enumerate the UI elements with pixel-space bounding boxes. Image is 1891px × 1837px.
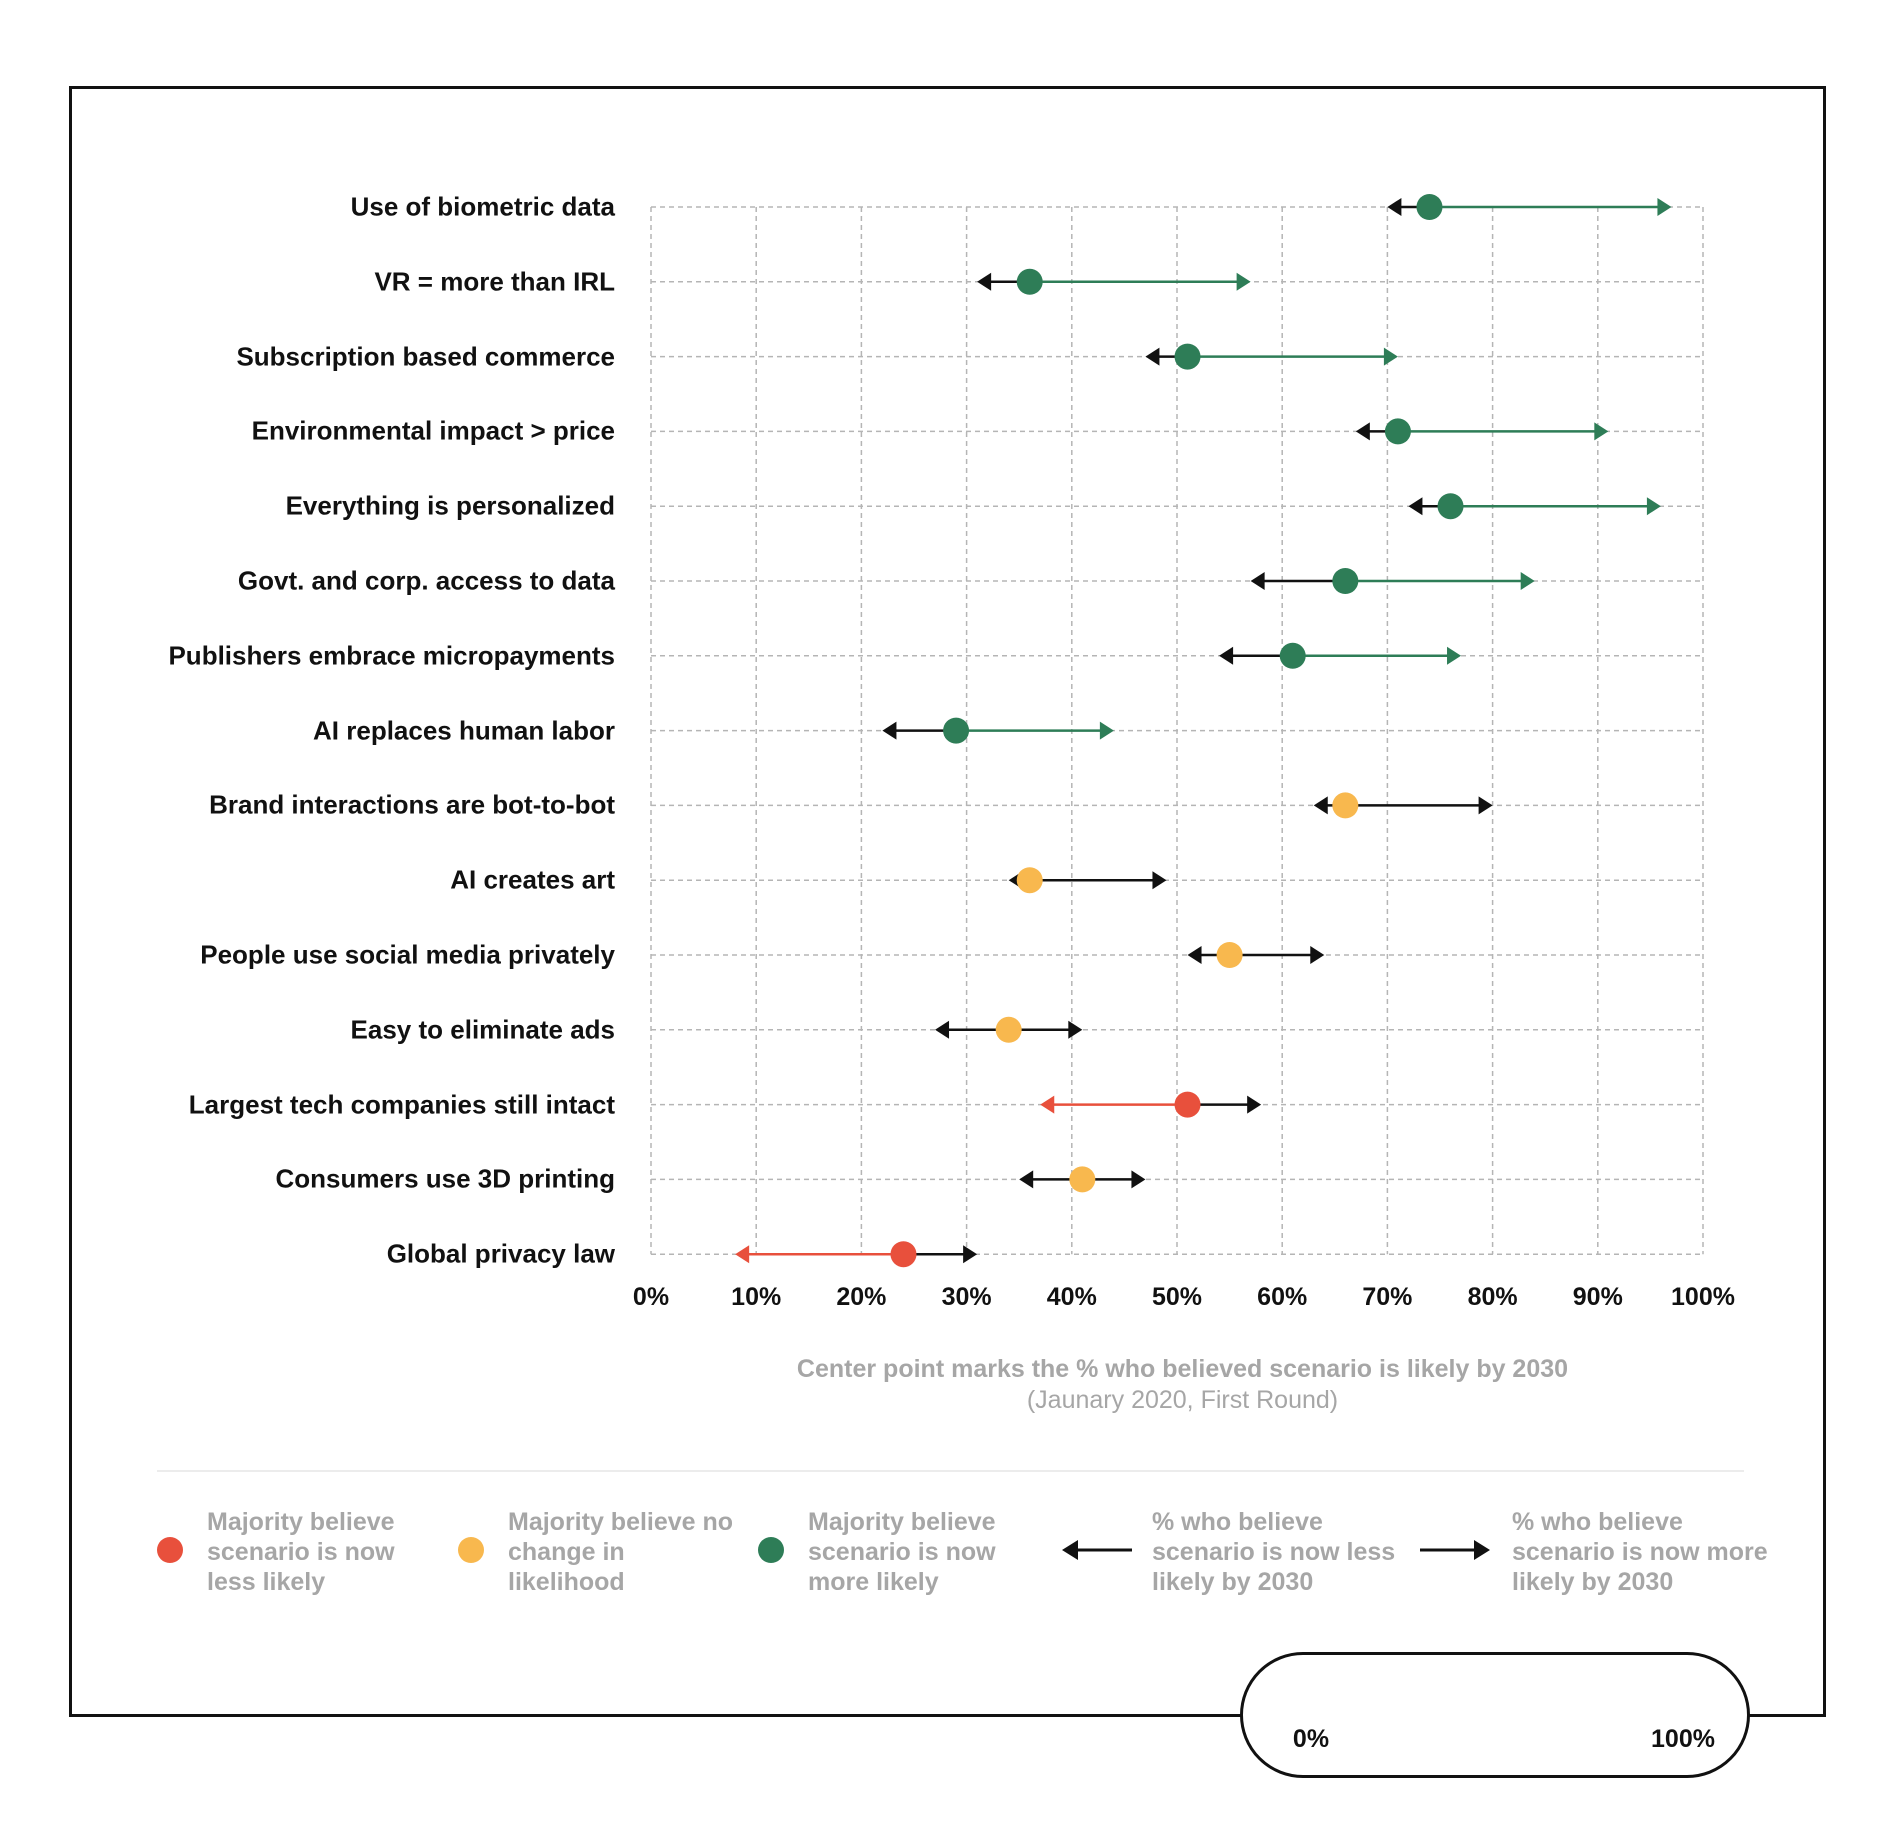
center-point [943, 718, 969, 744]
x-tick-label: 0% [632, 1283, 670, 1311]
row-label: AI creates art [450, 864, 615, 895]
center-point [1332, 568, 1358, 594]
caption-sub: (Jaunary 2020, First Round) [1026, 1386, 1339, 1414]
more-likely-arrowhead [1237, 273, 1251, 291]
row-label: Use of biometric data [350, 191, 615, 222]
row-label: Easy to eliminate ads [350, 1014, 615, 1045]
row-label: Publishers embrace micropayments [168, 640, 615, 671]
caption-main: Center point marks the % who believed scenario is likely by 2030 [796, 1355, 1569, 1383]
x-tick-label: 10% [731, 1283, 782, 1311]
more-likely-arrowhead [963, 1245, 977, 1263]
center-point [1332, 792, 1358, 818]
green-dot-icon [758, 1537, 784, 1563]
less-likely-arrowhead [882, 722, 896, 740]
row-label: Brand interactions are bot-to-bot [209, 789, 615, 820]
less-likely-arrowhead [1019, 1170, 1033, 1188]
less-likely-arrowhead [977, 273, 991, 291]
x-tick-label: 40% [1046, 1283, 1097, 1311]
less-likely-arrowhead [1145, 348, 1159, 366]
right-arrow-icon [1474, 1540, 1490, 1560]
legend-text-right-arrow: % who believe scenario is now more likely by 2030 [1512, 1508, 1768, 1596]
more-likely-arrowhead [1152, 871, 1166, 889]
less-likely-arrowhead [735, 1245, 749, 1263]
center-point [1017, 269, 1043, 295]
legend-text-less-likely: Majority believe scenario is now less likely [207, 1508, 395, 1596]
less-likely-arrowhead [1408, 497, 1422, 515]
more-likely-arrowhead [1447, 647, 1461, 665]
less-likely-arrowhead [1356, 422, 1370, 440]
x-tick-label: 20% [836, 1283, 887, 1311]
less-likely-arrowhead [1387, 198, 1401, 216]
row-label: AI replaces human labor [313, 715, 615, 746]
row-label: Govt. and corp. access to data [237, 565, 615, 596]
more-likely-arrowhead [1647, 497, 1661, 515]
x-tick-label: 80% [1467, 1283, 1518, 1311]
center-point [996, 1017, 1022, 1043]
row-label: Consumers use 3D printing [275, 1163, 615, 1194]
less-likely-arrowhead [1040, 1096, 1054, 1114]
x-tick-label: 70% [1362, 1283, 1413, 1311]
legend-text-no-change: Majority believe no change in likelihood [508, 1508, 734, 1596]
less-likely-arrowhead [1251, 572, 1265, 590]
legend-text-left-arrow: % who believe scenario is now less likely by 2030 [1152, 1508, 1396, 1596]
center-point [890, 1241, 916, 1267]
more-likely-arrowhead [1131, 1170, 1145, 1188]
more-likely-arrowhead [1657, 198, 1671, 216]
row-label: Everything is personalized [285, 490, 615, 521]
left-arrow-icon [1062, 1540, 1078, 1560]
center-point [1385, 418, 1411, 444]
x-tick-label: 90% [1572, 1283, 1623, 1311]
x-tick-label: 100% [1671, 1283, 1735, 1311]
center-point [1416, 194, 1442, 220]
less-likely-arrowhead [1314, 796, 1328, 814]
center-point [1280, 643, 1306, 669]
less-likely-arrowhead [935, 1021, 949, 1039]
scale-min-label: 0% [1292, 1725, 1330, 1753]
more-likely-arrowhead [1068, 1021, 1082, 1039]
center-point [1438, 493, 1464, 519]
red-dot-icon [157, 1537, 183, 1563]
less-likely-arrowhead [1188, 946, 1202, 964]
center-point [1069, 1166, 1095, 1192]
yellow-dot-icon [458, 1537, 484, 1563]
center-point [1217, 942, 1243, 968]
more-likely-arrowhead [1247, 1096, 1261, 1114]
center-point [1017, 867, 1043, 893]
more-likely-arrowhead [1479, 796, 1493, 814]
row-label: VR = more than IRL [374, 266, 615, 297]
center-point [1175, 344, 1201, 370]
row-label: People use social media privately [200, 939, 615, 970]
row-label: Environmental impact > price [251, 415, 615, 446]
more-likely-arrowhead [1310, 946, 1324, 964]
row-label: Global privacy law [386, 1238, 615, 1269]
more-likely-arrowhead [1521, 572, 1535, 590]
scale-max-label: 100% [1651, 1725, 1715, 1753]
row-label: Subscription based commerce [236, 341, 615, 372]
more-likely-arrowhead [1594, 422, 1608, 440]
x-tick-label: 50% [1151, 1283, 1203, 1311]
x-tick-label: 60% [1257, 1283, 1308, 1311]
scale-key [1240, 1652, 1750, 1778]
center-point [1175, 1092, 1201, 1118]
chart-caption [680, 1354, 1685, 1416]
more-likely-arrowhead [1384, 348, 1398, 366]
legend-divider [157, 1470, 1744, 1472]
more-likely-arrowhead [1100, 722, 1114, 740]
row-label: Largest tech companies still intact [188, 1089, 615, 1120]
legend-text-more-likely: Majority believe scenario is now more likely [808, 1508, 996, 1596]
x-tick-label: 30% [941, 1283, 992, 1311]
less-likely-arrowhead [1219, 647, 1233, 665]
